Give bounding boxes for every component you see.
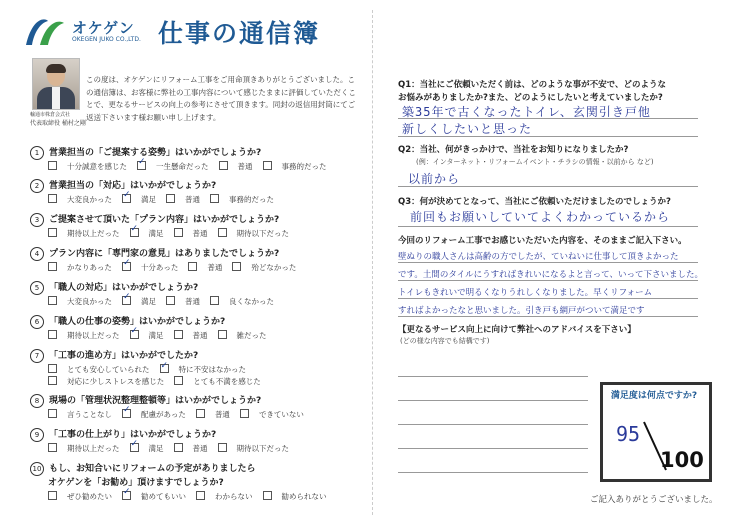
option[interactable] [48, 229, 120, 238]
checkbox-checked-icon[interactable] [137, 161, 146, 170]
option-label: 勧めてもいい [141, 492, 186, 501]
q4-answer-line3: トイレもきれいで明るくなりうれしくなりました。早くリフォーム [398, 288, 653, 298]
q4-answer-line1: 壁ぬりの職人さんは高齢の方でしたが、ていねいに仕事して頂きよかった [398, 252, 679, 262]
option-label: 勧められない [281, 492, 327, 501]
option-label: 普通 [207, 263, 223, 272]
option[interactable] [130, 331, 164, 340]
checkbox-icon[interactable] [48, 443, 57, 452]
option-label: ぜひ勧めたい [67, 492, 112, 501]
question-text: 現場の「管理状況整理整頓等」はいかがでしょうか? [49, 396, 262, 406]
option-label: 事務的だった [229, 195, 274, 204]
option[interactable] [174, 331, 208, 340]
option-label: 満足 [148, 229, 164, 238]
option[interactable] [174, 444, 208, 453]
checkbox-icon[interactable] [188, 262, 197, 271]
question-options [48, 161, 368, 172]
brand-name: オケゲン [72, 19, 135, 37]
question-number: 8 [30, 394, 44, 408]
checkbox-icon[interactable] [48, 376, 57, 385]
question-options [48, 409, 368, 420]
option-label: 良くなかった [229, 297, 274, 306]
q1-text: Q1：当社にご依頼いただく前は、どのような事が不安で、どのような [398, 80, 666, 90]
answer-line [398, 262, 698, 263]
question-text: 営業担当の「ご提案する姿勢」はいかがでしょうか? [49, 148, 262, 158]
option[interactable] [48, 297, 112, 306]
question-options [48, 228, 368, 239]
checkbox-icon[interactable] [218, 228, 227, 237]
checkbox-icon[interactable] [48, 194, 57, 203]
question-text: 営業担当の「対応」はいかがでしょうか? [49, 181, 217, 191]
option[interactable] [122, 410, 186, 419]
q1-answer-line2: 新しくしたいと思った [402, 122, 533, 136]
question-7 [30, 348, 198, 363]
checkbox-icon[interactable] [210, 194, 219, 203]
checkbox-icon[interactable] [166, 296, 175, 305]
option-label: 特に不安はなかった [178, 365, 246, 374]
option[interactable] [166, 195, 200, 204]
option[interactable] [48, 365, 150, 374]
score-max: 100 [660, 448, 704, 472]
q4-text: 今回のリフォーム工事でお感じいただいた内容を、そのままご記入下さい。 [398, 236, 687, 246]
option-label: 一生懸命だった [156, 162, 209, 171]
question-9 [30, 427, 216, 442]
option[interactable] [196, 492, 253, 501]
option-label: かなりあった [67, 263, 112, 272]
option[interactable] [48, 444, 120, 453]
question-10 [30, 461, 256, 476]
option[interactable] [130, 444, 164, 453]
option[interactable] [122, 492, 186, 501]
question-options [48, 364, 368, 388]
option-label: 普通 [237, 162, 253, 171]
checkbox-icon[interactable] [218, 443, 227, 452]
option-label: わからない [215, 492, 253, 501]
question-number: 4 [30, 247, 44, 261]
option[interactable] [48, 410, 112, 419]
option[interactable] [210, 297, 274, 306]
answer-line [398, 424, 588, 425]
question-options [48, 443, 368, 454]
question-text: 「職人の対応」はいかがでしょうか? [49, 283, 199, 293]
checkbox-icon[interactable] [174, 376, 183, 385]
option-label: 言うことなし [67, 410, 112, 419]
question-options [48, 330, 368, 341]
option-label: 期待以上だった [67, 331, 120, 340]
question-text-2: オケゲンを「お勧め」頂けますでしょうか? [48, 478, 224, 488]
option-label: 普通 [214, 410, 230, 419]
checkbox-icon[interactable] [219, 161, 228, 170]
q1-text-2: お悩みがありましたか?また、どのようにしたいと考えていましたか? [398, 93, 663, 103]
option[interactable] [130, 229, 164, 238]
checkbox-icon[interactable] [174, 330, 183, 339]
question-options [48, 491, 368, 502]
option-label: 十分誠意を感じた [67, 162, 127, 171]
option-label: 普通 [185, 297, 200, 306]
representative-caption: 代表取締役 桶村之剛 [30, 120, 86, 127]
question-number: 10 [30, 462, 44, 476]
q2-text: Q2：当社、何がきっかけで、当社をお知りになりましたか? [398, 145, 629, 155]
checkbox-checked-icon[interactable] [160, 364, 169, 373]
answer-line [398, 448, 588, 449]
option-label: できていない [258, 410, 304, 419]
checkbox-checked-icon[interactable] [122, 262, 131, 271]
checkbox-icon[interactable] [196, 409, 205, 418]
question-text: 「職人の仕事の姿勢」はいかがでしょうか? [49, 317, 226, 327]
checkbox-icon[interactable] [263, 491, 272, 500]
question-6 [30, 314, 225, 329]
answer-line [398, 316, 698, 317]
option-label: 事務的だった [281, 162, 327, 171]
option[interactable] [210, 195, 274, 204]
checkbox-icon[interactable] [48, 491, 57, 500]
checkbox-icon[interactable] [48, 409, 57, 418]
checkbox-icon[interactable] [166, 194, 175, 203]
option-label: 大変良かった [67, 297, 112, 306]
question-number: 5 [30, 281, 44, 295]
option[interactable] [166, 297, 200, 306]
page-title: 仕事の通信簿 [158, 19, 321, 48]
answer-line [398, 400, 588, 401]
option-label: 雑だった [236, 331, 267, 340]
option-label: 十分あった [140, 263, 179, 272]
option-label: 満足 [148, 444, 164, 453]
column-divider [372, 10, 374, 515]
question-text: 「工事の仕上がり」はいかがでしょうか? [49, 430, 217, 440]
question-1 [30, 145, 261, 160]
question-number: 3 [30, 213, 44, 227]
q5-hint: (どの様な内容でも結構です) [400, 337, 490, 345]
option[interactable] [240, 410, 304, 419]
option-label: 期待以上だった [67, 229, 120, 238]
q4-answer-line4: すればよかったなと思いました。引き戸も網戸がついて満足です [398, 306, 645, 316]
option[interactable] [48, 331, 120, 340]
option-label: 普通 [185, 195, 200, 204]
score-label: 満足度は何点ですか? [610, 391, 698, 401]
option[interactable] [122, 195, 156, 204]
option[interactable] [48, 263, 112, 272]
option-label: とても不満を感じた [193, 377, 261, 386]
answer-line [398, 376, 588, 377]
question-number: 7 [30, 349, 44, 363]
checkbox-checked-icon[interactable] [122, 491, 131, 500]
checkbox-icon[interactable] [240, 409, 249, 418]
option[interactable] [218, 229, 290, 238]
question-text: もし、お知合いにリフォームの予定がありましたら [49, 464, 256, 474]
checkbox-icon[interactable] [48, 161, 57, 170]
checkbox-checked-icon[interactable] [130, 330, 139, 339]
checkbox-icon[interactable] [48, 330, 57, 339]
option[interactable] [48, 377, 164, 386]
brand-subtitle: OKEGEN JUKO CO.,LTD. [72, 36, 141, 43]
question-5 [30, 280, 198, 295]
option[interactable] [263, 162, 327, 171]
checkbox-icon[interactable] [232, 262, 241, 271]
question-4 [30, 246, 279, 261]
option[interactable] [122, 297, 156, 306]
answer-line [398, 472, 588, 473]
q3-text: Q3：何が決めてとなって、当社にご依頼いただけましたのでしょうか? [398, 197, 671, 207]
option-label: 対応に少しストレスを感じた [67, 377, 165, 386]
option-label: 大変良かった [67, 195, 112, 204]
checkbox-icon[interactable] [210, 296, 219, 305]
answer-line [398, 298, 698, 299]
option[interactable] [232, 263, 296, 272]
question-number: 9 [30, 428, 44, 442]
question-number: 1 [30, 146, 44, 160]
q2-hint: (例：インターネット・リフォームイベント・チラシの情報・以前から など) [416, 158, 654, 166]
question-3 [30, 212, 279, 227]
q3-answer: 前回もお願いしていてよくわかっているから [410, 210, 671, 224]
company-caption: 輸通市株倉会式社 [30, 112, 71, 118]
option[interactable] [218, 331, 267, 340]
q5-text: 【更なるサービス向上に向けて弊社へのアドバイスを下さい】 [398, 325, 636, 335]
question-number: 2 [30, 179, 44, 193]
q1-answer-line1: 築35年で古くなったトイレ、玄関引き戸他 [402, 105, 651, 119]
option[interactable] [48, 162, 127, 171]
question-text: プラン内容に「専門家の意見」はありましたでしょうか? [49, 249, 280, 259]
checkbox-icon[interactable] [174, 228, 183, 237]
q4-answer-line2: です。土間のタイルにうすればきれいになるよと言って、いって下さいました。 [398, 270, 703, 280]
option[interactable] [122, 263, 178, 272]
answer-line [398, 226, 698, 227]
option-label: 満足 [141, 195, 156, 204]
checkbox-checked-icon[interactable] [130, 443, 139, 452]
option[interactable] [174, 229, 208, 238]
option-label: 普通 [192, 444, 208, 453]
option[interactable] [174, 377, 261, 386]
question-number: 6 [30, 315, 44, 329]
checkbox-checked-icon[interactable] [122, 194, 131, 203]
option-label: 満足 [148, 331, 164, 340]
score-value[interactable]: 95 [616, 422, 641, 446]
checkbox-icon[interactable] [48, 262, 57, 271]
checkbox-icon[interactable] [48, 296, 57, 305]
thanks-text: ご記入ありがとうございました。 [590, 495, 718, 505]
option[interactable] [48, 492, 112, 501]
checkbox-checked-icon[interactable] [122, 409, 131, 418]
option[interactable] [219, 162, 253, 171]
answer-line [398, 280, 698, 281]
checkbox-icon[interactable] [196, 491, 205, 500]
option-label: 期待以上だった [67, 444, 120, 453]
question-8 [30, 393, 261, 408]
option[interactable] [196, 410, 230, 419]
checkbox-icon[interactable] [48, 228, 57, 237]
intro-text: この度は、オケゲンにリフォーム工事をご用命頂きありがとうございました。この通信簿は、お客様に弊社の工事内容について感じたままに評価していただくことで、更なるサービスの向上の参考にさせて頂きます。同封の返信用封筒にてご返送下さいます様お願い申し上げます。 [86, 75, 356, 122]
option[interactable] [160, 365, 247, 374]
question-options [48, 194, 368, 205]
representative-photo [32, 58, 80, 110]
checkbox-icon[interactable] [48, 364, 57, 373]
okegen-logo-icon [22, 15, 68, 49]
option-label: 期待以下だった [236, 444, 289, 453]
option-label: 普通 [192, 331, 208, 340]
option[interactable] [48, 195, 112, 204]
option-label: 普通 [192, 229, 208, 238]
question-options [48, 262, 368, 273]
option[interactable] [137, 162, 209, 171]
option[interactable] [218, 444, 290, 453]
option-label: 殆どなかった [251, 263, 297, 272]
checkbox-icon[interactable] [218, 330, 227, 339]
option[interactable] [263, 492, 327, 501]
question-text: 「工事の進め方」はいかがでしたか? [49, 351, 199, 361]
option-label: 満足 [141, 297, 156, 306]
checkbox-checked-icon[interactable] [122, 296, 131, 305]
question-text: ご提案させて頂いた「プラン内容」はいかがでしょうか? [49, 215, 280, 225]
question-options [48, 296, 368, 307]
option-label: とても安心していられた [67, 365, 150, 374]
option[interactable] [188, 263, 222, 272]
option-label: 期待以下だった [236, 229, 289, 238]
checkbox-icon[interactable] [174, 443, 183, 452]
checkbox-icon[interactable] [263, 161, 272, 170]
checkbox-checked-icon[interactable] [130, 228, 139, 237]
option-label: 配慮があった [141, 410, 186, 419]
q2-answer: 以前から [408, 172, 461, 186]
